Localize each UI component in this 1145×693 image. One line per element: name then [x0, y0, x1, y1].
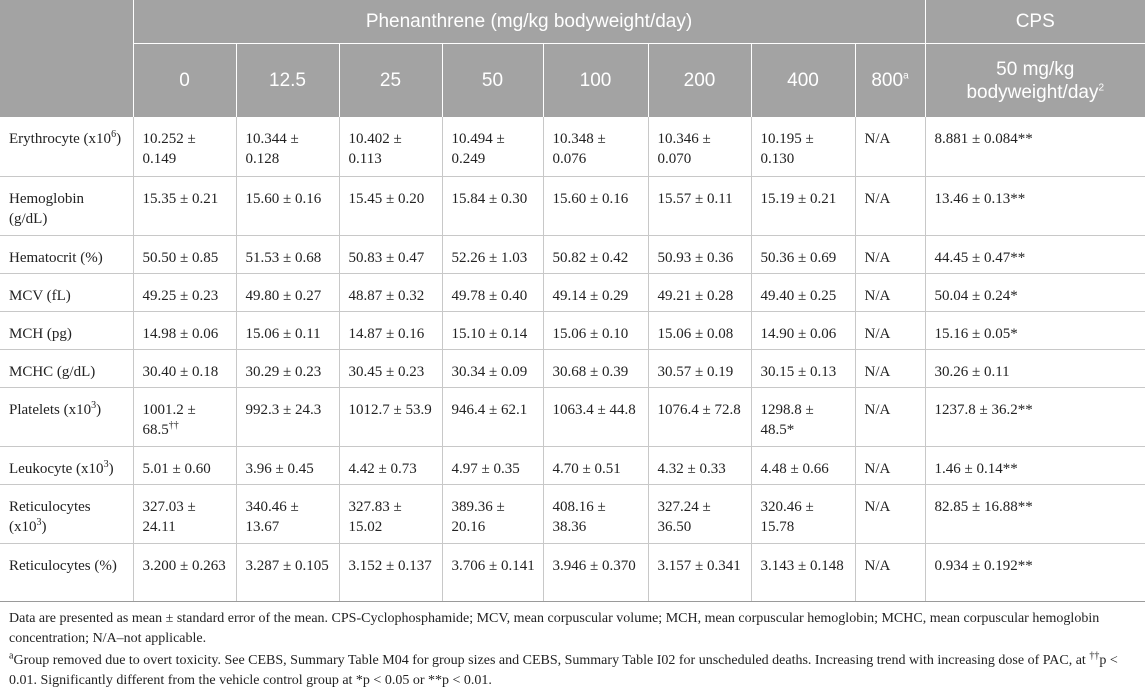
value-text: 52.26 ± 1.03: [451, 249, 528, 266]
value-text: 15.60 ± 0.16: [552, 190, 629, 207]
value-text: 389.36 ± 20.16: [451, 498, 505, 535]
row-label-tail: ): [108, 460, 114, 477]
row-label-text: Leukocyte (x10: [9, 460, 104, 477]
value-text: 50.36 ± 0.69: [760, 249, 837, 266]
value-cell: [648, 349, 751, 387]
value-text: 15.84 ± 0.30: [451, 190, 528, 207]
value-text: 4.97 ± 0.35: [451, 460, 520, 477]
value-cell: [236, 176, 339, 235]
value-text: 15.19 ± 0.21: [760, 190, 837, 207]
value-text: 320.46 ± 15.78: [760, 498, 814, 535]
value-text: 10.346 ± 0.070: [657, 131, 711, 167]
na-cell: N/A: [855, 446, 925, 484]
row-label-tail: ): [116, 131, 122, 147]
value-cell: [339, 117, 442, 176]
header-group-cps: CPS: [925, 0, 1145, 44]
value-text: 3.152 ± 0.137: [348, 557, 432, 574]
value-text: 4.42 ± 0.73: [348, 460, 417, 477]
value-cell: [339, 176, 442, 235]
footnote-marker-2: 2: [1098, 82, 1105, 94]
value-cell: [543, 235, 648, 273]
cps-dose-header: [925, 44, 1145, 118]
value-text: 15.57 ± 0.11: [657, 190, 733, 207]
footnote-a: [9, 651, 1139, 691]
value-text: 3.143 ± 0.148: [760, 557, 844, 574]
value-text: 1001.2 ± 68.5: [142, 401, 196, 438]
value-text: 10.348 ± 0.076: [552, 131, 606, 167]
value-cell: [543, 117, 648, 176]
value-text: 30.57 ± 0.19: [657, 363, 734, 380]
value-cell: [236, 273, 339, 311]
value-cell: [751, 543, 855, 601]
row-label-tail: ): [41, 518, 47, 535]
table-row: [0, 387, 1145, 446]
value-text: 50.93 ± 0.36: [657, 249, 734, 266]
value-cell: [442, 117, 543, 176]
value-cell: [339, 387, 442, 446]
table-row: [0, 484, 1145, 543]
value-text: 3.946 ± 0.370: [552, 557, 636, 574]
header-group-phenanthrene: Phenanthrene (mg/kg bodyweight/day): [133, 0, 925, 44]
row-label: [0, 311, 133, 349]
value-text: 1298.8 ± 48.5*: [760, 401, 814, 438]
value-text: 15.06 ± 0.08: [657, 325, 734, 342]
value-cell: [751, 235, 855, 273]
row-label-text: MCV (fL): [9, 287, 71, 304]
dose-header: 100: [543, 44, 648, 118]
row-label-sup: 3: [91, 399, 97, 411]
row-label-text: Reticulocytes (x10: [9, 498, 91, 535]
cps-cell: 30.26 ± 0.11: [925, 349, 1145, 387]
row-label-text: MCHC (g/dL): [9, 363, 96, 380]
table-row: [0, 311, 1145, 349]
value-text: 49.78 ± 0.40: [451, 287, 528, 304]
value-text: 3.287 ± 0.105: [245, 557, 329, 574]
cps-cell: 1.46 ± 0.14**: [925, 446, 1145, 484]
footnote-a-marker: a: [9, 650, 14, 662]
value-text: 10.494 ± 0.249: [451, 131, 505, 167]
na-cell: N/A: [855, 543, 925, 601]
value-cell: [648, 543, 751, 601]
value-cell: [648, 235, 751, 273]
value-cell: [543, 349, 648, 387]
value-text: 14.98 ± 0.06: [142, 325, 219, 342]
value-cell: [648, 273, 751, 311]
na-cell: N/A: [855, 117, 925, 176]
value-cell: [236, 446, 339, 484]
value-text: 50.83 ± 0.47: [348, 249, 425, 266]
value-text: 30.15 ± 0.13: [760, 363, 837, 380]
row-label: [0, 387, 133, 446]
row-label-tail: ): [96, 401, 102, 418]
value-cell: [339, 484, 442, 543]
value-text: 49.40 ± 0.25: [760, 287, 837, 304]
value-cell: [339, 235, 442, 273]
value-text: 14.87 ± 0.16: [348, 325, 425, 342]
table-row: [0, 235, 1145, 273]
footnote-general: Data are presented as mean ± standard error of the mean. CPS-Cyclophosphamide; MCV, mean corpuscular volume; MCH, mean corpuscular hemoglobin; MCHC, mean corpuscular hemoglobin concentration; N/A–not applicable.: [9, 611, 1100, 646]
value-text: 408.16 ± 38.36: [552, 498, 606, 535]
value-cell: [543, 273, 648, 311]
value-text: 30.68 ± 0.39: [552, 363, 629, 380]
value-text: 15.06 ± 0.11: [245, 325, 321, 342]
na-cell: N/A: [855, 484, 925, 543]
row-label: [0, 484, 133, 543]
row-label-text: MCH (pg): [9, 325, 72, 342]
row-label-sup: 6: [111, 129, 117, 140]
value-cell: [442, 176, 543, 235]
table-footnotes: [9, 609, 1139, 691]
row-label: [0, 543, 133, 601]
dose-header: 25: [339, 44, 442, 118]
value-text: 327.03 ± 24.11: [142, 498, 196, 535]
row-label: [0, 446, 133, 484]
row-label-text: Platelets (x10: [9, 401, 92, 418]
table-row: [0, 349, 1145, 387]
value-cell: [339, 349, 442, 387]
value-text: 30.45 ± 0.23: [348, 363, 425, 380]
value-text: 3.157 ± 0.341: [657, 557, 741, 574]
value-text: 15.10 ± 0.14: [451, 325, 528, 342]
value-cell: [442, 273, 543, 311]
value-cell: [543, 176, 648, 235]
value-cell: [339, 543, 442, 601]
value-cell: [442, 311, 543, 349]
dose-header: 200: [648, 44, 751, 118]
value-cell: [442, 446, 543, 484]
value-text: 327.83 ± 15.02: [348, 498, 402, 535]
row-label: [0, 235, 133, 273]
value-text: 327.24 ± 36.50: [657, 498, 711, 535]
value-cell: [751, 446, 855, 484]
row-label-text: Hematocrit (%): [9, 249, 103, 266]
value-text: 51.53 ± 0.68: [245, 249, 322, 266]
value-text: 48.87 ± 0.32: [348, 287, 425, 304]
cps-cell: 0.934 ± 0.192**: [925, 543, 1145, 601]
dose-header-800: [855, 44, 925, 118]
value-text: 15.35 ± 0.21: [142, 190, 219, 207]
value-cell: [133, 311, 236, 349]
footnote-dagger: ††: [1089, 650, 1100, 662]
table-row: [0, 446, 1145, 484]
value-text: 50.82 ± 0.42: [552, 249, 629, 266]
dose-header: 400: [751, 44, 855, 118]
dose-800-label: 800: [871, 70, 904, 91]
row-label-text: Hemoglobin (g/dL): [9, 190, 84, 227]
value-text: 49.25 ± 0.23: [142, 287, 219, 304]
header-blank: [0, 0, 133, 117]
row-label: [0, 117, 133, 176]
value-text: 30.34 ± 0.09: [451, 363, 528, 380]
na-cell: N/A: [855, 311, 925, 349]
table-row: [0, 117, 1145, 176]
cps-cell: 1237.8 ± 36.2**: [925, 387, 1145, 446]
value-text: 5.01 ± 0.60: [142, 460, 211, 477]
value-text: 4.70 ± 0.51: [552, 460, 621, 477]
na-cell: N/A: [855, 273, 925, 311]
value-cell: [133, 543, 236, 601]
na-cell: N/A: [855, 176, 925, 235]
value-cell: [543, 446, 648, 484]
value-cell: [236, 311, 339, 349]
cps-cell: 15.16 ± 0.05*: [925, 311, 1145, 349]
value-cell: [339, 311, 442, 349]
na-cell: N/A: [855, 387, 925, 446]
value-cell: [236, 117, 339, 176]
value-cell: [442, 387, 543, 446]
cps-dose-label: 50 mg/kg bodyweight/day: [966, 58, 1099, 103]
value-text: 49.14 ± 0.29: [552, 287, 629, 304]
value-text: 50.50 ± 0.85: [142, 249, 219, 266]
value-cell: [236, 235, 339, 273]
value-cell: [133, 349, 236, 387]
value-cell: [442, 543, 543, 601]
value-text: 30.40 ± 0.18: [142, 363, 219, 380]
value-text: 4.32 ± 0.33: [657, 460, 726, 477]
value-text: 49.80 ± 0.27: [245, 287, 322, 304]
value-text: 946.4 ± 62.1: [451, 401, 528, 418]
table-row: [0, 543, 1145, 601]
value-text: 3.200 ± 0.263: [142, 557, 226, 574]
dose-header: 0: [133, 44, 236, 118]
table-row: [0, 176, 1145, 235]
value-cell: [442, 349, 543, 387]
value-cell: [339, 273, 442, 311]
value-cell: [133, 117, 236, 176]
value-text: 4.48 ± 0.66: [760, 460, 829, 477]
value-text: 340.46 ± 13.67: [245, 498, 299, 535]
footnote-marker-a: a: [903, 70, 909, 82]
value-cell: [751, 117, 855, 176]
value-text: 1063.4 ± 44.8: [552, 401, 636, 418]
value-text: 15.60 ± 0.16: [245, 190, 322, 207]
cps-cell: 8.881 ± 0.084**: [925, 117, 1145, 176]
value-cell: [543, 387, 648, 446]
value-cell: [648, 387, 751, 446]
value-cell: [751, 311, 855, 349]
row-label: [0, 349, 133, 387]
value-cell: [133, 176, 236, 235]
cps-cell: 50.04 ± 0.24*: [925, 273, 1145, 311]
cps-cell: 13.46 ± 0.13**: [925, 176, 1145, 235]
value-cell: [236, 484, 339, 543]
value-text: 15.45 ± 0.20: [348, 190, 425, 207]
table-row: [0, 273, 1145, 311]
cps-cell: 82.85 ± 16.88**: [925, 484, 1145, 543]
value-text: 1076.4 ± 72.8: [657, 401, 741, 418]
na-cell: N/A: [855, 235, 925, 273]
value-text: 3.96 ± 0.45: [245, 460, 314, 477]
value-text: 49.21 ± 0.28: [657, 287, 734, 304]
value-cell: [133, 273, 236, 311]
value-cell: [442, 235, 543, 273]
value-cell: [648, 484, 751, 543]
value-cell: [751, 349, 855, 387]
value-cell: [236, 543, 339, 601]
row-label: [0, 176, 133, 235]
value-cell: [133, 235, 236, 273]
value-cell: [648, 311, 751, 349]
value-cell: [543, 484, 648, 543]
value-text: 10.344 ± 0.128: [245, 131, 299, 167]
value-text: 10.195 ± 0.130: [760, 131, 814, 167]
value-cell: [133, 387, 236, 446]
value-cell: [442, 484, 543, 543]
na-cell: N/A: [855, 349, 925, 387]
value-cell: [751, 387, 855, 446]
dose-header: 50: [442, 44, 543, 118]
value-text: 14.90 ± 0.06: [760, 325, 837, 342]
value-cell: [648, 446, 751, 484]
value-cell: [751, 176, 855, 235]
footnote-a-text: Group removed due to overt toxicity. See CEBS, Summary Table M04 for group sizes and CEBS, Summary Table I02 for unscheduled deaths. Increasing trend with increasing dose of PAC, at: [13, 653, 1090, 668]
row-label: [0, 273, 133, 311]
value-cell: [751, 273, 855, 311]
dose-header: 12.5: [236, 44, 339, 118]
value-text: 15.06 ± 0.10: [552, 325, 629, 342]
row-label-sup: 3: [103, 458, 109, 470]
value-text: 10.252 ± 0.149: [142, 131, 196, 167]
cps-cell: 44.45 ± 0.47**: [925, 235, 1145, 273]
value-cell: [751, 484, 855, 543]
value-text: 30.29 ± 0.23: [245, 363, 322, 380]
row-label-text: Erythrocyte (x10: [9, 131, 112, 147]
value-cell: [648, 176, 751, 235]
value-cell: [648, 117, 751, 176]
value-cell: [339, 446, 442, 484]
value-text: 10.402 ± 0.113: [348, 131, 402, 167]
value-cell: [133, 446, 236, 484]
row-label-text: Reticulocytes (%): [9, 557, 117, 574]
value-text: 3.706 ± 0.141: [451, 557, 535, 574]
footnote-a-text-tail: p < 0.01. Significantly different from the vehicle control group at *p < 0.05 or **p < 0.01.: [9, 653, 1118, 688]
value-text: 992.3 ± 24.3: [245, 401, 322, 418]
value-cell: [543, 543, 648, 601]
value-cell: [543, 311, 648, 349]
value-cell: [236, 387, 339, 446]
value-cell: [133, 484, 236, 543]
value-sup: ††: [168, 419, 179, 431]
value-cell: [236, 349, 339, 387]
row-label-sup: 3: [36, 516, 42, 528]
value-text: 1012.7 ± 53.9: [348, 401, 432, 418]
